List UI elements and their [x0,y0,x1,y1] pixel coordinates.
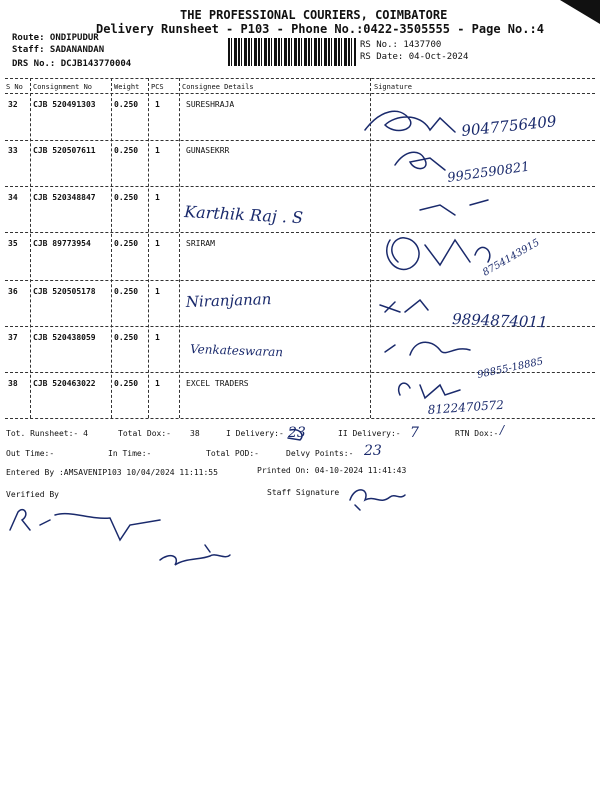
row-weight: 0.250 [114,333,139,342]
verified-by-label: Verified By [6,490,59,499]
row-consignment-no: CJB 520438059 [33,333,96,342]
row-weight: 0.250 [114,287,139,296]
column-header-pcs: PCS [151,83,164,91]
total-runsheet: Tot. Runsheet:- 4 [6,429,88,438]
row-sno: 33 [8,146,18,155]
printed-on: Printed On: 04-10-2024 11:41:43 [257,466,407,475]
route-label: Route: ONDIPUDUR [12,33,99,43]
runsheet-subtitle: Delivery Runsheet - P103 - Phone No.:0422-3505555 - Page No.:4 [96,22,544,36]
column-header-signature: Signature [374,83,412,91]
row-sno: 38 [8,379,18,388]
handwritten-delvy-points: 23 [364,443,382,459]
entered-by: Entered By :AMSAVENIP103 10/04/2024 11:11:55 [6,468,218,477]
rs-number: RS No.: 1437700 [360,40,442,50]
handwritten-phone: 98855-18885 [476,356,545,381]
handwritten-consignee: Karthik Raj . S [183,202,304,228]
column-header-weight: Weight [114,83,140,91]
handwritten-phone: 8122470572 [427,397,505,417]
total-dox-value: 38 [190,429,200,438]
row-sno: 36 [8,287,18,296]
row-consignment-no: CJB 520507611 [33,146,96,155]
row-consignee: EXCEL TRADERS [186,379,249,388]
handwritten-consignee: Niranjanan [185,290,272,311]
signature-scribble [380,300,428,312]
row-pcs: 1 [155,193,160,202]
row-weight: 0.250 [114,239,139,248]
i-delivery-label: I Delivery:- [226,429,284,438]
row-pcs: 1 [155,100,160,109]
signature-scribble [387,238,490,270]
row-pcs: 1 [155,333,160,342]
handwritten-i-delivery: 23 [288,425,306,441]
row-weight: 0.250 [114,100,139,109]
row-consignment-no: CJB 520505178 [33,287,96,296]
handwritten-phone: 9894874011 [451,310,548,332]
row-consignment-no: CJB 520348847 [33,193,96,202]
row-weight: 0.250 [114,146,139,155]
handwritten-phone: 8754143915 [481,237,542,279]
column-header-sno: S No [6,83,23,91]
drs-number: DRS No.: DCJB143770004 [12,59,132,69]
staff-signature-scribble [350,490,405,510]
row-sno: 35 [8,239,18,248]
ii-delivery-label: II Delivery:- [338,429,401,438]
out-time-label: Out Time:- [6,449,55,458]
row-pcs: 1 [155,239,160,248]
row-pcs: 1 [155,379,160,388]
staff-label: Staff: SADANANDAN [12,45,105,55]
signature-scribble [420,200,488,215]
handwritten-ii-delivery: 7 [410,425,419,441]
row-weight: 0.250 [114,379,139,388]
row-consignee: SURESHRAJA [186,100,235,109]
in-time-label: In Time:- [108,449,152,458]
row-consignee: SRIRAM [186,239,215,248]
handwritten-phone: 9047756409 [460,112,558,140]
handwritten-consignee: Venkateswaran [189,342,284,360]
signature-scribble [399,383,460,398]
row-sno: 37 [8,333,18,342]
column-header-consignee: Consignee Details [182,83,254,91]
row-sno: 32 [8,100,18,109]
row-weight: 0.250 [114,193,139,202]
verifier-signature-2 [160,545,230,565]
row-consignment-no: CJB 520463022 [33,379,96,388]
document-title: THE PROFESSIONAL COURIERS, COIMBATORE [180,8,448,22]
handwritten-phone: 9952590821 [446,159,531,186]
row-consignee: GUNASEKRR [186,146,230,155]
verifier-signature [10,510,160,540]
signature-scribble [395,152,445,170]
signature-scribble [365,111,455,132]
signature-scribble [385,342,470,355]
handwritten-rtn-dox: / [500,423,505,437]
rtn-dox-label: RTN Dox:- [455,429,499,438]
row-consignment-no: CJB 89773954 [33,239,91,248]
row-pcs: 1 [155,146,160,155]
row-consignment-no: CJB 520491303 [33,100,96,109]
staff-signature-label: Staff Signature [267,488,340,497]
row-pcs: 1 [155,287,160,296]
row-sno: 34 [8,193,18,202]
total-dox-label: Total Dox:- [118,429,171,438]
column-header-consignment: Consignment No [33,83,93,91]
total-pod-label: Total POD:- [206,449,259,458]
rs-date: RS Date: 04-Oct-2024 [360,52,469,62]
delvy-points-label: Delvy Points:- [286,449,354,458]
